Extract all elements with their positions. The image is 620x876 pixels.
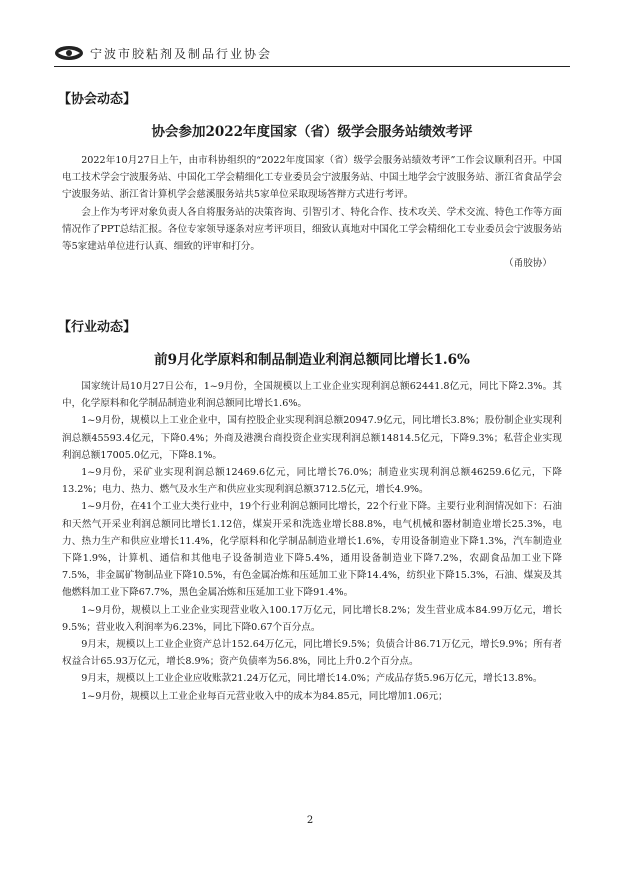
paragraph: 1~9月份，采矿业实现利润总额12469.6亿元，同比增长76.0%；制造业实现利润总额46259.6亿元，下降13.2%；电力、热力、燃气及水生产和供应业实现利润总额3712.5亿元，增长4.9%。 (62, 467, 562, 496)
header-divider (54, 66, 570, 67)
section-label-association-news: 【协会动态】 (58, 92, 137, 107)
paragraph: 1~9月份，规模以上工业企业每百元营业收入中的成本为84.85元，同比增加1.06元； (81, 690, 448, 702)
byline: （甬胶协） (504, 258, 552, 270)
paragraph: 1~9月份，规模以上工业企业中，国有控股企业实现利润总额20947.9亿元，同比增长3.8%；股份制企业实现利润总额45593.4亿元，下降0.4%；外商及港澳台商投资企业实现利润总额14814.5亿元，下降9.3%；私营企业实现利润总额17005.0亿元，下降8.1%。 (62, 415, 562, 461)
section-label-industry-news: 【行业动态】 (58, 320, 137, 335)
paragraph: 1~9月份，在41个工业大类行业中，19个行业利润总额同比增长，22个行业下降。主要行业利润情况如下：石油和天然气开采业利润总额同比增长1.12倍，煤炭开采和洗选业增长88.8%，电气机械和器材制造业增长25.3%，电力、热力生产和供应业增长11.4%，化学原料和化学制品制造业增长1.6%，专用设备制造业下降1.3%，汽车制造业下降1.9%，计算机、通信和其他电子设备制造业下降5.4%，通用设备制造业下降7.2%，农副食品加工业下降7.5%，非金属矿物制品业下降10.5%，有色金属冶炼和压延加工业下降14.4%，纺织业下降15.3%，石油、煤炭及其他燃料加工业下降67.7%，黑色金属冶炼和压延加工业下降91.4%。 (62, 501, 562, 599)
paragraph: 1~9月份，规模以上工业企业实现营业收入100.17万亿元，同比增长8.2%；发生营业成本84.99万亿元，增长9.5%；营业收入利润率为6.23%，同比下降0.67个百分点。 (62, 604, 562, 633)
article-body-2 (62, 378, 562, 705)
article-title-2: 前9月化学原料和制品制造业利润总额同比增长1.6% (154, 352, 470, 368)
paragraph: 2022年10月27日上午，由市科协组织的“2022年度国家（省）级学会服务站绩效考评”工作会议顺利召开。中国电工技术学会宁波服务站、中国化工学会精细化工专业委员会宁波服务站、中国土地学会宁波服务站、浙江省食品学会宁波服务站、浙江省计算机学会慈溪服务站共5家单位采取现场答辩方式进行考评。 (62, 155, 562, 201)
page-header (54, 40, 570, 66)
paragraph: 会上作为考评对象负责人各自将服务站的决策咨询、引智引才、特化合作、技术攻关、学术交流、特色工作等方面情况作了PPT总结汇报。各位专家领导逐条对应考评项目，细致认真地对中国化工学会精细化工专业委员会宁波服务站等5家建站单位进行认真、细致的评审和打分。 (62, 206, 562, 253)
article-body-1 (62, 152, 562, 272)
page-number: 2 (306, 815, 314, 826)
paragraph: 9月末，规模以上工业企业应收账款21.24万亿元，同比增长14.0%；产成品存货5.96万亿元，增长13.8%。 (81, 673, 543, 685)
paragraph: 国家统计局10月27日公布，1~9月份，全国规模以上工业企业实现利润总额62441.8亿元，同比下降2.3%。其中，化学原料和化学制品制造业利润总额同比增长1.6%。 (62, 381, 562, 410)
organization-name: 宁波市胶粘剂及制品行业协会 (90, 46, 273, 61)
article-title-1: 协会参加2022年度国家（省）级学会服务站绩效考评 (151, 124, 473, 140)
paragraph: 9月末，规模以上工业企业资产总计152.64万亿元，同比增长9.5%；负债合计86.71万亿元，增长9.9%；所有者权益合计65.93万亿元，增长8.9%；资产负债率为56.8%，同比上升0.2个百分点。 (62, 639, 562, 668)
association-logo-icon (54, 44, 84, 62)
